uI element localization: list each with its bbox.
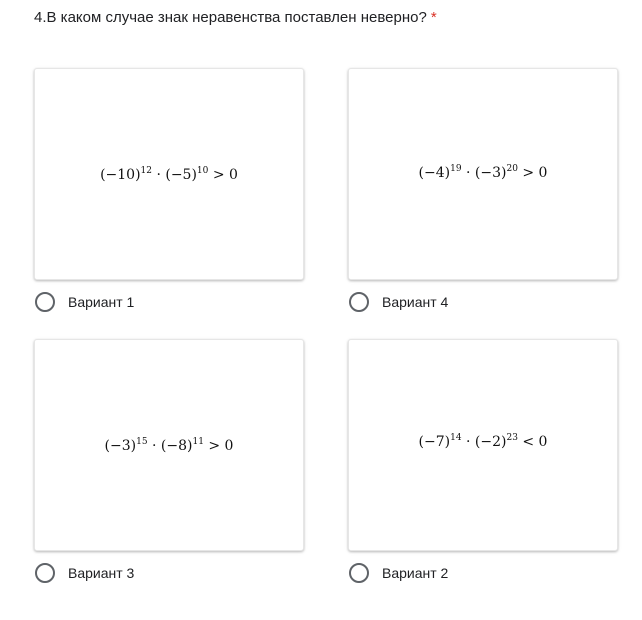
formula-dot: · (156, 167, 161, 183)
option-image-card[interactable] (348, 68, 618, 280)
formula-relation: < 0 (522, 434, 548, 450)
formula-base: (−5) (165, 167, 197, 183)
option-image-card[interactable] (34, 339, 304, 551)
option-image-card[interactable] (348, 339, 618, 551)
radio-button[interactable] (35, 292, 55, 312)
formula-exponent: 20 (506, 164, 518, 174)
option-2 (348, 339, 618, 581)
question-title (34, 8, 437, 28)
formula-dot: · (466, 165, 471, 181)
formula-exponent: 15 (136, 437, 148, 447)
formula-image (35, 438, 303, 454)
option-1 (34, 68, 304, 310)
formula-base: (−7) (418, 434, 451, 450)
question-text: 4.В каком случае знак неравенства поставлен неверно? (34, 9, 427, 26)
formula-relation: > 0 (522, 165, 548, 181)
required-mark: * (430, 9, 437, 26)
formula-relation: > 0 (208, 438, 234, 454)
radio-button[interactable] (349, 563, 369, 583)
formula-exponent: 19 (450, 164, 462, 174)
formula-exponent: 10 (196, 166, 209, 176)
radio-option[interactable] (348, 561, 448, 585)
radio-option[interactable] (348, 290, 448, 314)
formula-relation: > 0 (212, 167, 238, 183)
radio-button[interactable] (35, 563, 55, 583)
formula-dot: · (466, 434, 471, 450)
formula-dot: · (152, 438, 157, 454)
formula-exponent: 23 (506, 433, 518, 443)
formula-image (35, 167, 303, 183)
formula-exponent: 11 (192, 437, 204, 447)
option-label: Вариант 4 (382, 294, 449, 310)
option-label: Вариант 1 (68, 294, 135, 310)
radio-option[interactable] (34, 561, 134, 585)
option-image-card[interactable] (34, 68, 304, 280)
formula-base: (−8) (160, 438, 193, 454)
formula-base: (−3) (104, 438, 137, 454)
formula-image (349, 434, 617, 450)
option-label: Вариант 2 (382, 565, 449, 581)
radio-option[interactable] (34, 290, 134, 314)
formula-exponent: 12 (140, 166, 152, 176)
option-4 (348, 68, 618, 310)
radio-button[interactable] (349, 292, 369, 312)
formula-base: (−4) (418, 165, 451, 181)
formula-base: (−10) (100, 167, 141, 183)
formula-exponent: 14 (450, 433, 462, 443)
option-3 (34, 339, 304, 581)
formula-base: (−3) (474, 165, 507, 181)
formula-base: (−2) (474, 434, 507, 450)
option-label: Вариант 3 (68, 565, 135, 581)
formula-image (349, 165, 617, 181)
